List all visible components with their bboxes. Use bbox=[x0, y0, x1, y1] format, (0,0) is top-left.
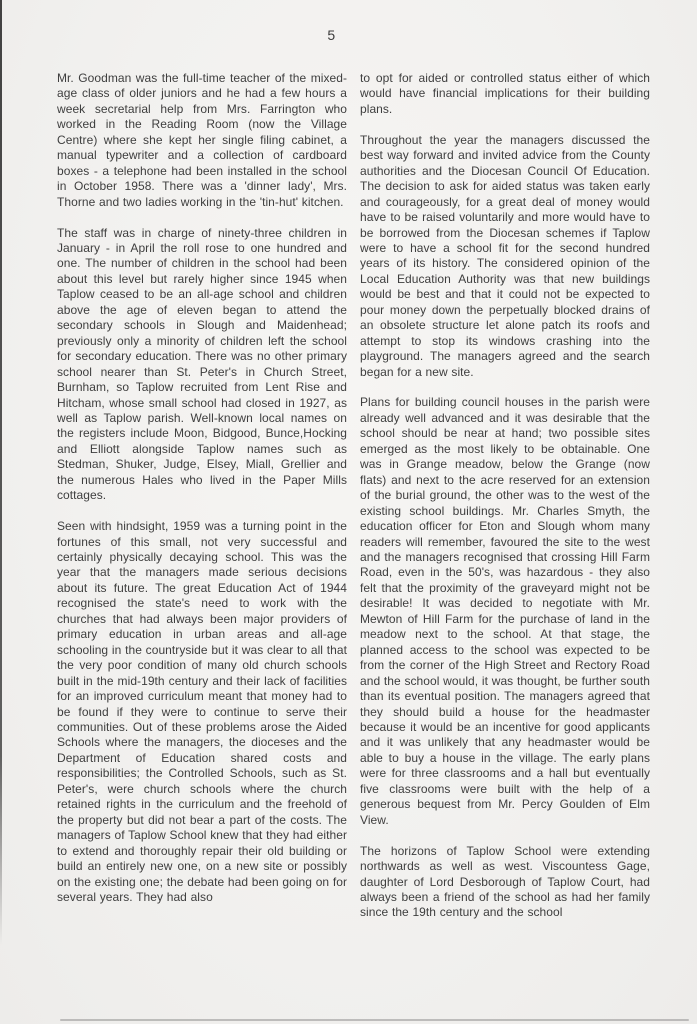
text-columns bbox=[57, 71, 650, 936]
paragraph-goodman-teacher: Mr. Goodman was the full-time teacher of the mixed-age class of older juniors and he had a few hours a week secretarial help from Mrs. Farrington who worked in the Reading Room (now the Village Centre) where she kept her single filing cabinet, a manual typewriter and a collection of cardboard boxes - a telephone had been installed in the school in October 1958. There was a 'dinner lady', Mrs. Thorne and two ladies working in the 'tin-hut' kitchen. bbox=[57, 71, 347, 209]
right-column bbox=[360, 71, 650, 936]
scan-artifact-bottom-edge bbox=[60, 1019, 689, 1021]
paragraph-aided-status: to opt for aided or controlled status either of which would have financial implications for their building plans. bbox=[360, 71, 650, 116]
paragraph-hindsight-1959: Seen with hindsight, 1959 was a turning point in the fortunes of this small, not very successful and certainly physically decaying school. This was the year that the managers made serious decisions about its future. The great Education Act of 1944 recognised the state's need to work with the churches that had always been major providers of primary education in urban areas and all-age schooling in the countryside but it was clear to all that the very poor condition of many old church schools built in the mid-19th century and their lack of facilities for an improved curriculum meant that money had to be found if they were to continue to serve their communities. Out of these problems arose the Aided Schools where the managers, the dioceses and the Department of Education shared costs and responsibilities; the Controlled Schools, such as St. Peter's, were church schools where the church retained rights in the curriculum and the freehold of the property but did not bear a part of the costs. The managers of Taplow School knew that they had either to extend and thoroughly repair their old building or build an entirely new one, on a new site or possibly on the existing one; the debate had been going on for several years. They had also bbox=[57, 519, 347, 904]
paragraph-staff-roll: The staff was in charge of ninety-three children in January - in April the roll rose to one hundred and one. The number of children in the school had been about this level but rarely higher since 1945 when Taplow ceased to be an all-age school and children above the age of eleven began to attend the secondary schools in Slough and Maidenhead; previously only a minority of children left the school for secondary education. There was no other primary school nearer than St. Peter's in Church Street, Burnham, so Taplow recruited from Lent Rise and Hitcham, whose small school had closed in 1927, as well as Taplow parish. Well-known local names on the registers include Moon, Bidgood, Bunce,Hocking and Elliott alongside Taplow names such as Stedman, Shuker, Judge, Elsey, Miall, Grellier and the numerous Hales who lived in the Paper Mills cottages. bbox=[57, 225, 347, 503]
left-column bbox=[57, 71, 347, 936]
scan-artifact-left-edge bbox=[0, 0, 2, 945]
page-number: 5 bbox=[327, 27, 336, 43]
paragraph-managers-discussed: Throughout the year the managers discussed the best way forward and invited advice from the County authorities and the Diocesan Council Of Education. The decision to ask for aided status was taken early and courageously, for a great deal of money would have to be raised voluntarily and more would have to be borrowed from the Diocesan schemes if Taplow were to have a school fit for the second hundred years of its history. The considered opinion of the Local Education Authority was that new buildings would be best and that it could not be expected to pour money down the perpetually blocked drains of an obsolete structure let alone patch its roofs and attempt to stop its windows crashing into the playground. The managers agreed and the search began for a new site. bbox=[360, 132, 650, 379]
paragraph-council-houses-sites: Plans for building council houses in the parish were already well advanced and it was desirable that the school should be near at hand; two possible sites emerged as the most likely to be obtainable. One was in Grange meadow, below the Grange (now flats) and next to the acre reserved for an extension of the burial ground, the other was to the west of the existing school buildings. Mr. Charles Smyth, the education officer for Eton and Slough whom many readers will remember, favoured the site to the west and the managers recognised that crossing Hill Farm Road, even in the 50's, was hazardous - they also felt that the proximity of the graveyard might not be desirable! It was decided to negotiate with Mr. Mewton of Hill Farm for the purchase of land in the meadow next to the school. At that stage, the planned access to the school was expected to be from the corner of the High Street and Rectory Road and the school would, it was thought, be further south than its eventual position. The managers agreed that they should build a house for the headmaster because it would be an incentive for good applicants and it was unlikely that any headmaster would be able to buy a house in the village. The early plans were for three classrooms and a hall but eventually five classrooms were built with the help of a generous bequest from Mr. Percy Goulden of Elm View. bbox=[360, 395, 650, 827]
paragraph-horizons-extending: The horizons of Taplow School were extending northwards as well as west. Viscountess Gage, daughter of Lord Desborough of Taplow Court, had always been a friend of the school as had her family since the 19th century and the school bbox=[360, 843, 650, 920]
